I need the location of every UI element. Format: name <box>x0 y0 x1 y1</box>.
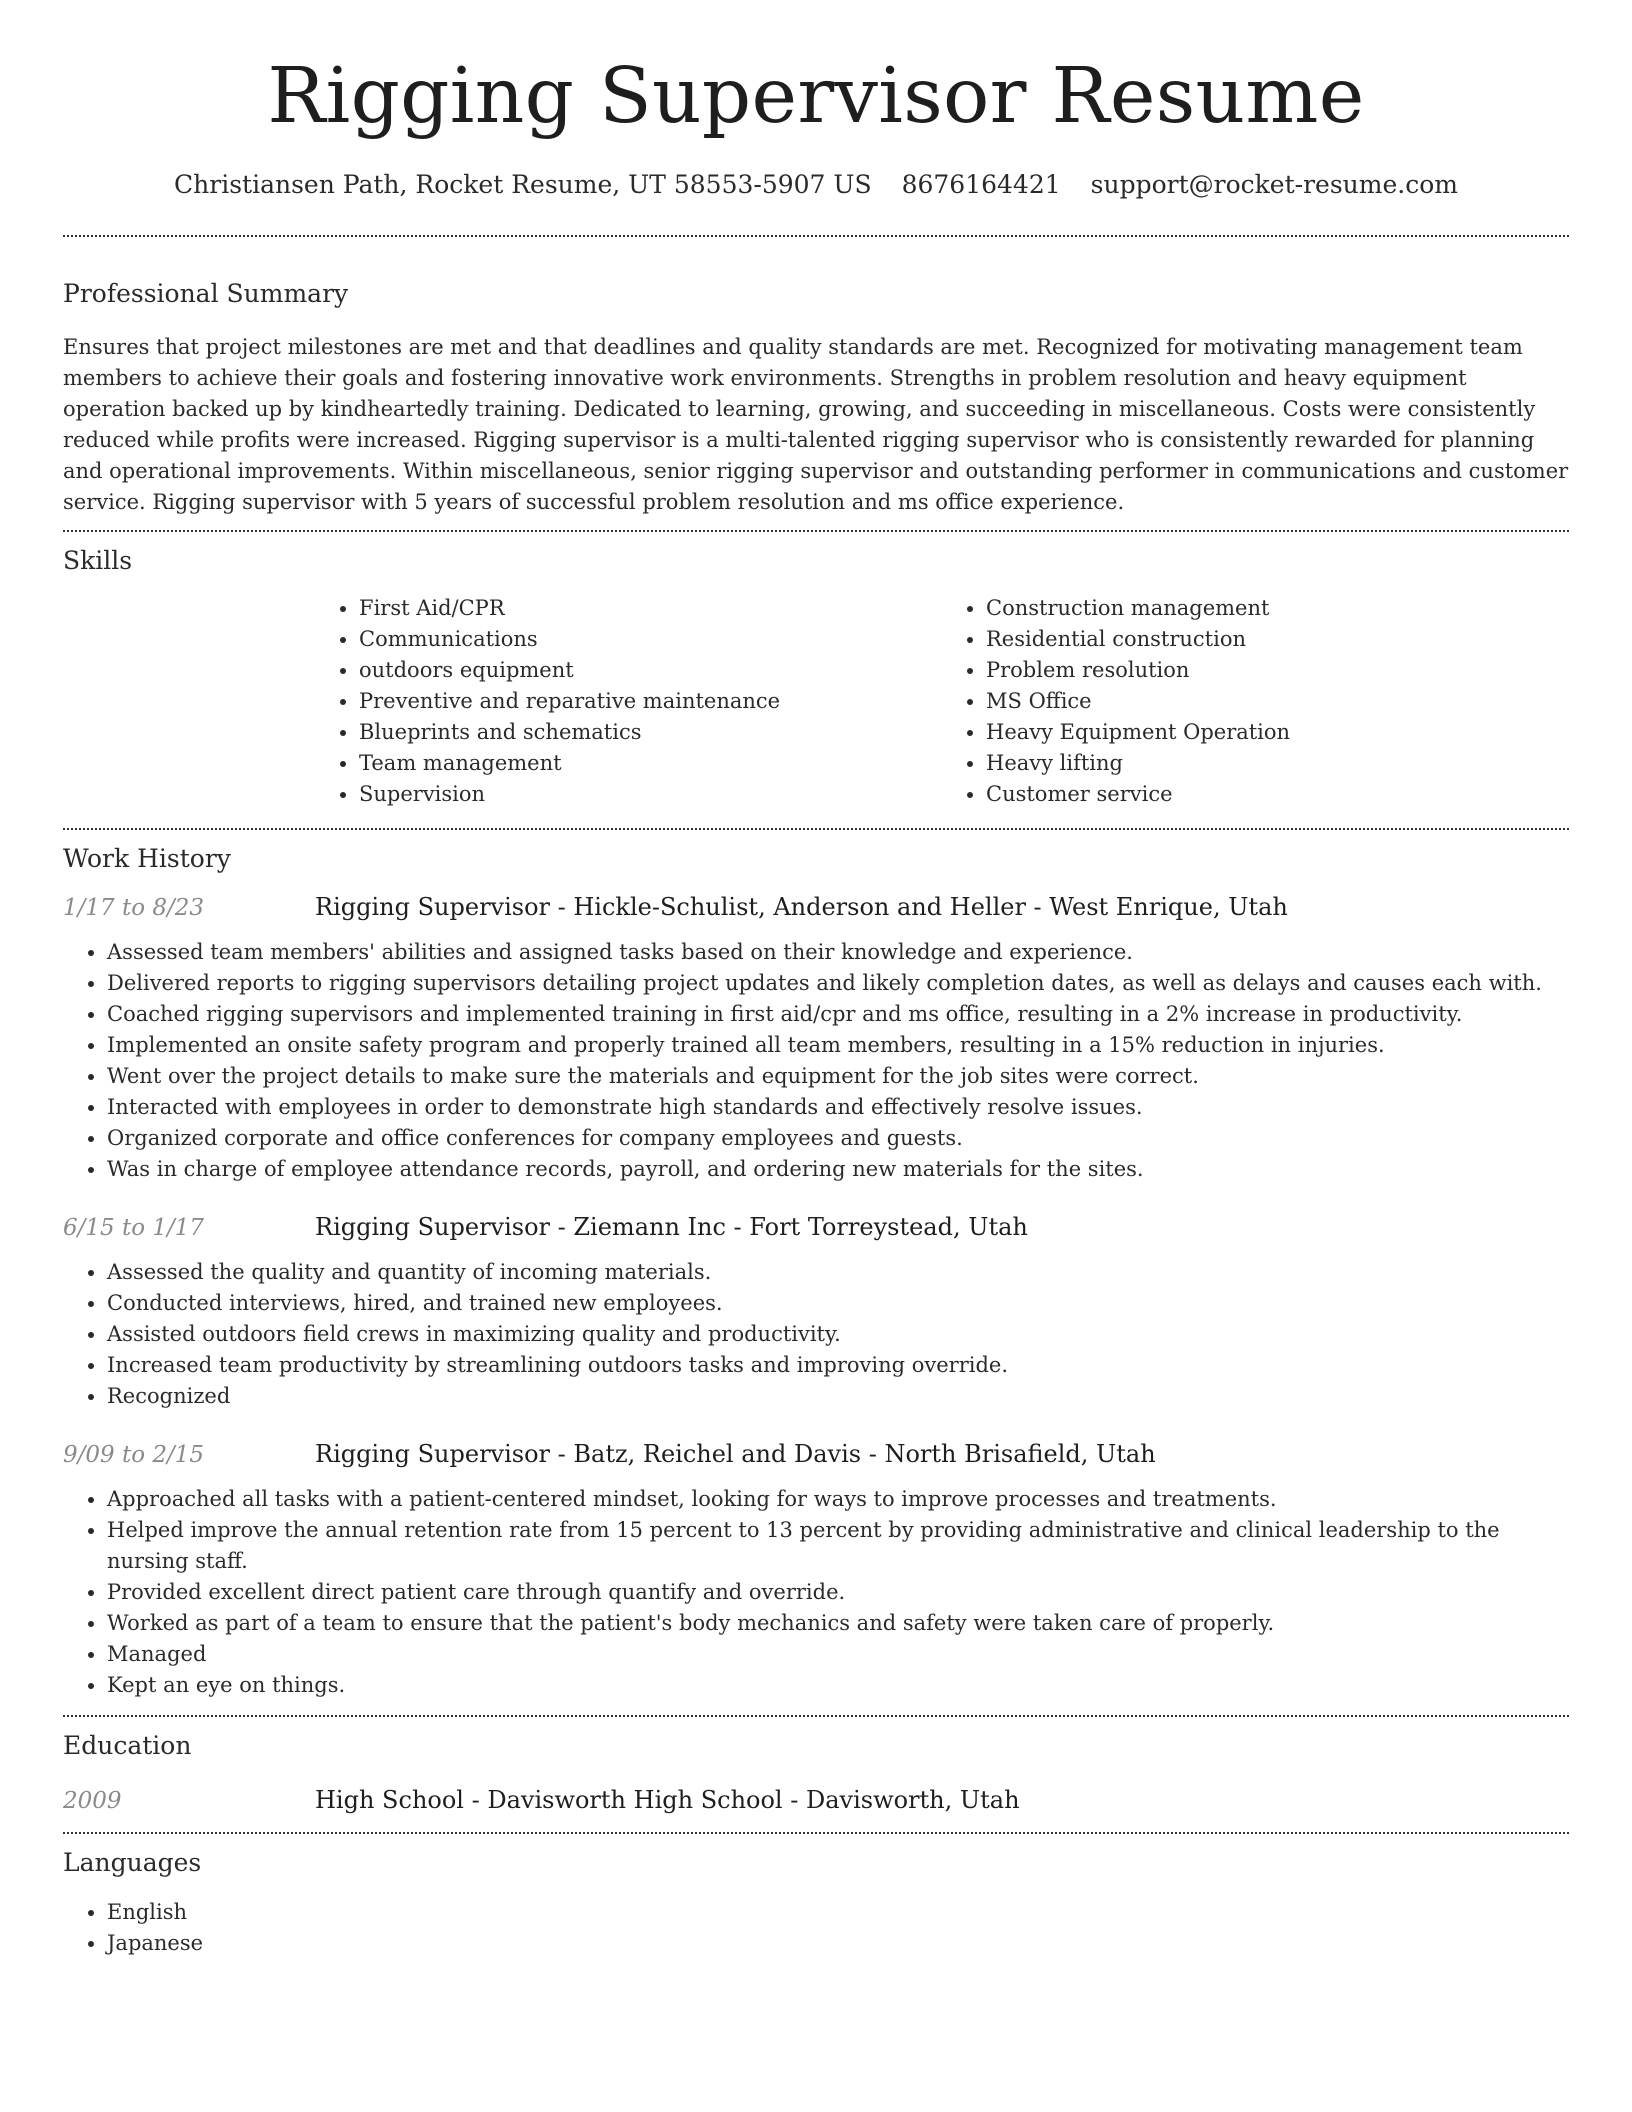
job-duty: • Organized corporate and office conferences for company employees and guests. <box>107 1123 1569 1154</box>
job-duty: • Delivered reports to rigging supervisors detailing project updates and likely completion dates, as well as delays and causes each with. <box>107 968 1569 999</box>
job-duty: • Helped improve the annual retention rate from 15 percent to 13 percent by providing administrative and clinical leadership to the nursing staff. <box>107 1515 1569 1577</box>
job-duty: • Kept an eye on things. <box>107 1670 1569 1701</box>
job-duty: • Worked as part of a team to ensure that the patient's body mechanics and safety were taken care of properly. <box>107 1608 1569 1639</box>
job-duty: • Implemented an onsite safety program and properly trained all team members, resulting in a 15% reduction in injuries. <box>107 1030 1569 1061</box>
job-duty: • Assessed the quality and quantity of incoming materials. <box>107 1257 1569 1288</box>
job-entry <box>63 893 1569 1185</box>
skill-item: • Blueprints and schematics <box>359 717 942 748</box>
job-duty: • Recognized <box>107 1381 1569 1412</box>
education-entry <box>63 1786 1569 1814</box>
job-entry <box>63 1213 1569 1412</box>
job-duty: • Interacted with employees in order to demonstrate high standards and effectively resolve issues. <box>107 1092 1569 1123</box>
job-dates: 6/15 to 1/17 <box>63 1215 205 1241</box>
summary-heading: Professional Summary <box>63 279 349 308</box>
job-duty: • Assisted outdoors field crews in maximizing quality and productivity. <box>107 1319 1569 1350</box>
contact-phone: 8676164421 <box>901 170 1061 199</box>
job-title: Rigging Supervisor - Hickle-Schulist, Anderson and Heller - West Enrique, Utah <box>315 893 1288 921</box>
job-duty: • Conducted interviews, hired, and trained new employees. <box>107 1288 1569 1319</box>
education-detail: High School - Davisworth High School - Davisworth, Utah <box>315 1786 1020 1814</box>
contact-address: Christiansen Path, Rocket Resume, UT 58553-5907 US <box>174 170 872 199</box>
work-history-heading: Work History <box>63 844 231 873</box>
divider <box>63 530 1569 532</box>
job-duties <box>63 1484 1569 1701</box>
job-header <box>63 1213 1569 1241</box>
skill-item: • Residential construction <box>986 624 1569 655</box>
skill-item: • Team management <box>359 748 942 779</box>
job-dates: 9/09 to 2/15 <box>63 1442 205 1468</box>
job-duty: • Went over the project details to make sure the materials and equipment for the job sites were correct. <box>107 1061 1569 1092</box>
skill-item: • First Aid/CPR <box>359 593 942 624</box>
job-header <box>63 1440 1569 1468</box>
skill-item: • Heavy lifting <box>986 748 1569 779</box>
job-duty: • Approached all tasks with a patient-centered mindset, looking for ways to improve processes and treatments. <box>107 1484 1569 1515</box>
languages-heading: Languages <box>63 1848 202 1877</box>
skill-item: • outdoors equipment <box>359 655 942 686</box>
divider <box>63 1832 1569 1834</box>
job-duty: • Coached rigging supervisors and implemented training in first aid/cpr and ms office, resulting in a 2% increase in productivity. <box>107 999 1569 1030</box>
contact-email: support@rocket-resume.com <box>1090 170 1458 199</box>
job-duty: • Managed <box>107 1639 1569 1670</box>
education-heading: Education <box>63 1731 192 1760</box>
job-duty: • Was in charge of employee attendance records, payroll, and ordering new materials for the sites. <box>107 1154 1569 1185</box>
resume-title: Rigging Supervisor Resume <box>267 52 1365 141</box>
skills-column-right <box>942 593 1569 810</box>
skill-item: • Construction management <box>986 593 1569 624</box>
job-dates: 1/17 to 8/23 <box>63 895 205 921</box>
divider <box>63 828 1569 830</box>
education-year: 2009 <box>63 1788 122 1814</box>
job-duties <box>63 1257 1569 1412</box>
skill-item: • MS Office <box>986 686 1569 717</box>
skills-column-left <box>315 593 942 810</box>
skill-item: • Supervision <box>359 779 942 810</box>
divider <box>63 1715 1569 1717</box>
languages-list <box>63 1897 1569 1959</box>
skill-item: • Preventive and reparative maintenance <box>359 686 942 717</box>
skill-item: • Problem resolution <box>986 655 1569 686</box>
contact-line <box>63 170 1569 199</box>
job-title: Rigging Supervisor - Ziemann Inc - Fort Torreystead, Utah <box>315 1213 1028 1241</box>
skills-list <box>315 593 1569 810</box>
job-duty: • Assessed team members' abilities and assigned tasks based on their knowledge and experience. <box>107 937 1569 968</box>
divider <box>63 235 1569 237</box>
language-item: • English <box>107 1897 1569 1928</box>
job-title: Rigging Supervisor - Batz, Reichel and Davis - North Brisafield, Utah <box>315 1440 1156 1468</box>
job-duties <box>63 937 1569 1185</box>
job-duty: • Increased team productivity by streamlining outdoors tasks and improving override. <box>107 1350 1569 1381</box>
skills-heading: Skills <box>63 546 133 575</box>
job-duty: • Provided excellent direct patient care through quantify and override. <box>107 1577 1569 1608</box>
language-item: • Japanese <box>107 1928 1569 1959</box>
skill-item: • Customer service <box>986 779 1569 810</box>
job-header <box>63 893 1569 921</box>
skill-item: • Communications <box>359 624 942 655</box>
summary-text: Ensures that project milestones are met and that deadlines and quality standards are met. Recognized for motivating management team members to achieve their goals and fostering innovative work environments. Strengths in problem resolution and heavy equipment operation backed up by kindheartedly training. Dedicated to learning, growing, and succeeding in miscellaneous. Costs were consistently reduced while profits were increased. Rigging supervisor is a multi-talented rigging supervisor who is consistently rewarded for planning and operational improvements. Within miscellaneous, senior rigging supervisor and outstanding performer in communications and customer service. Rigging supervisor with 5 years of successful problem resolution and ms office experience. <box>63 335 1569 514</box>
job-entry <box>63 1440 1569 1701</box>
skill-item: • Heavy Equipment Operation <box>986 717 1569 748</box>
